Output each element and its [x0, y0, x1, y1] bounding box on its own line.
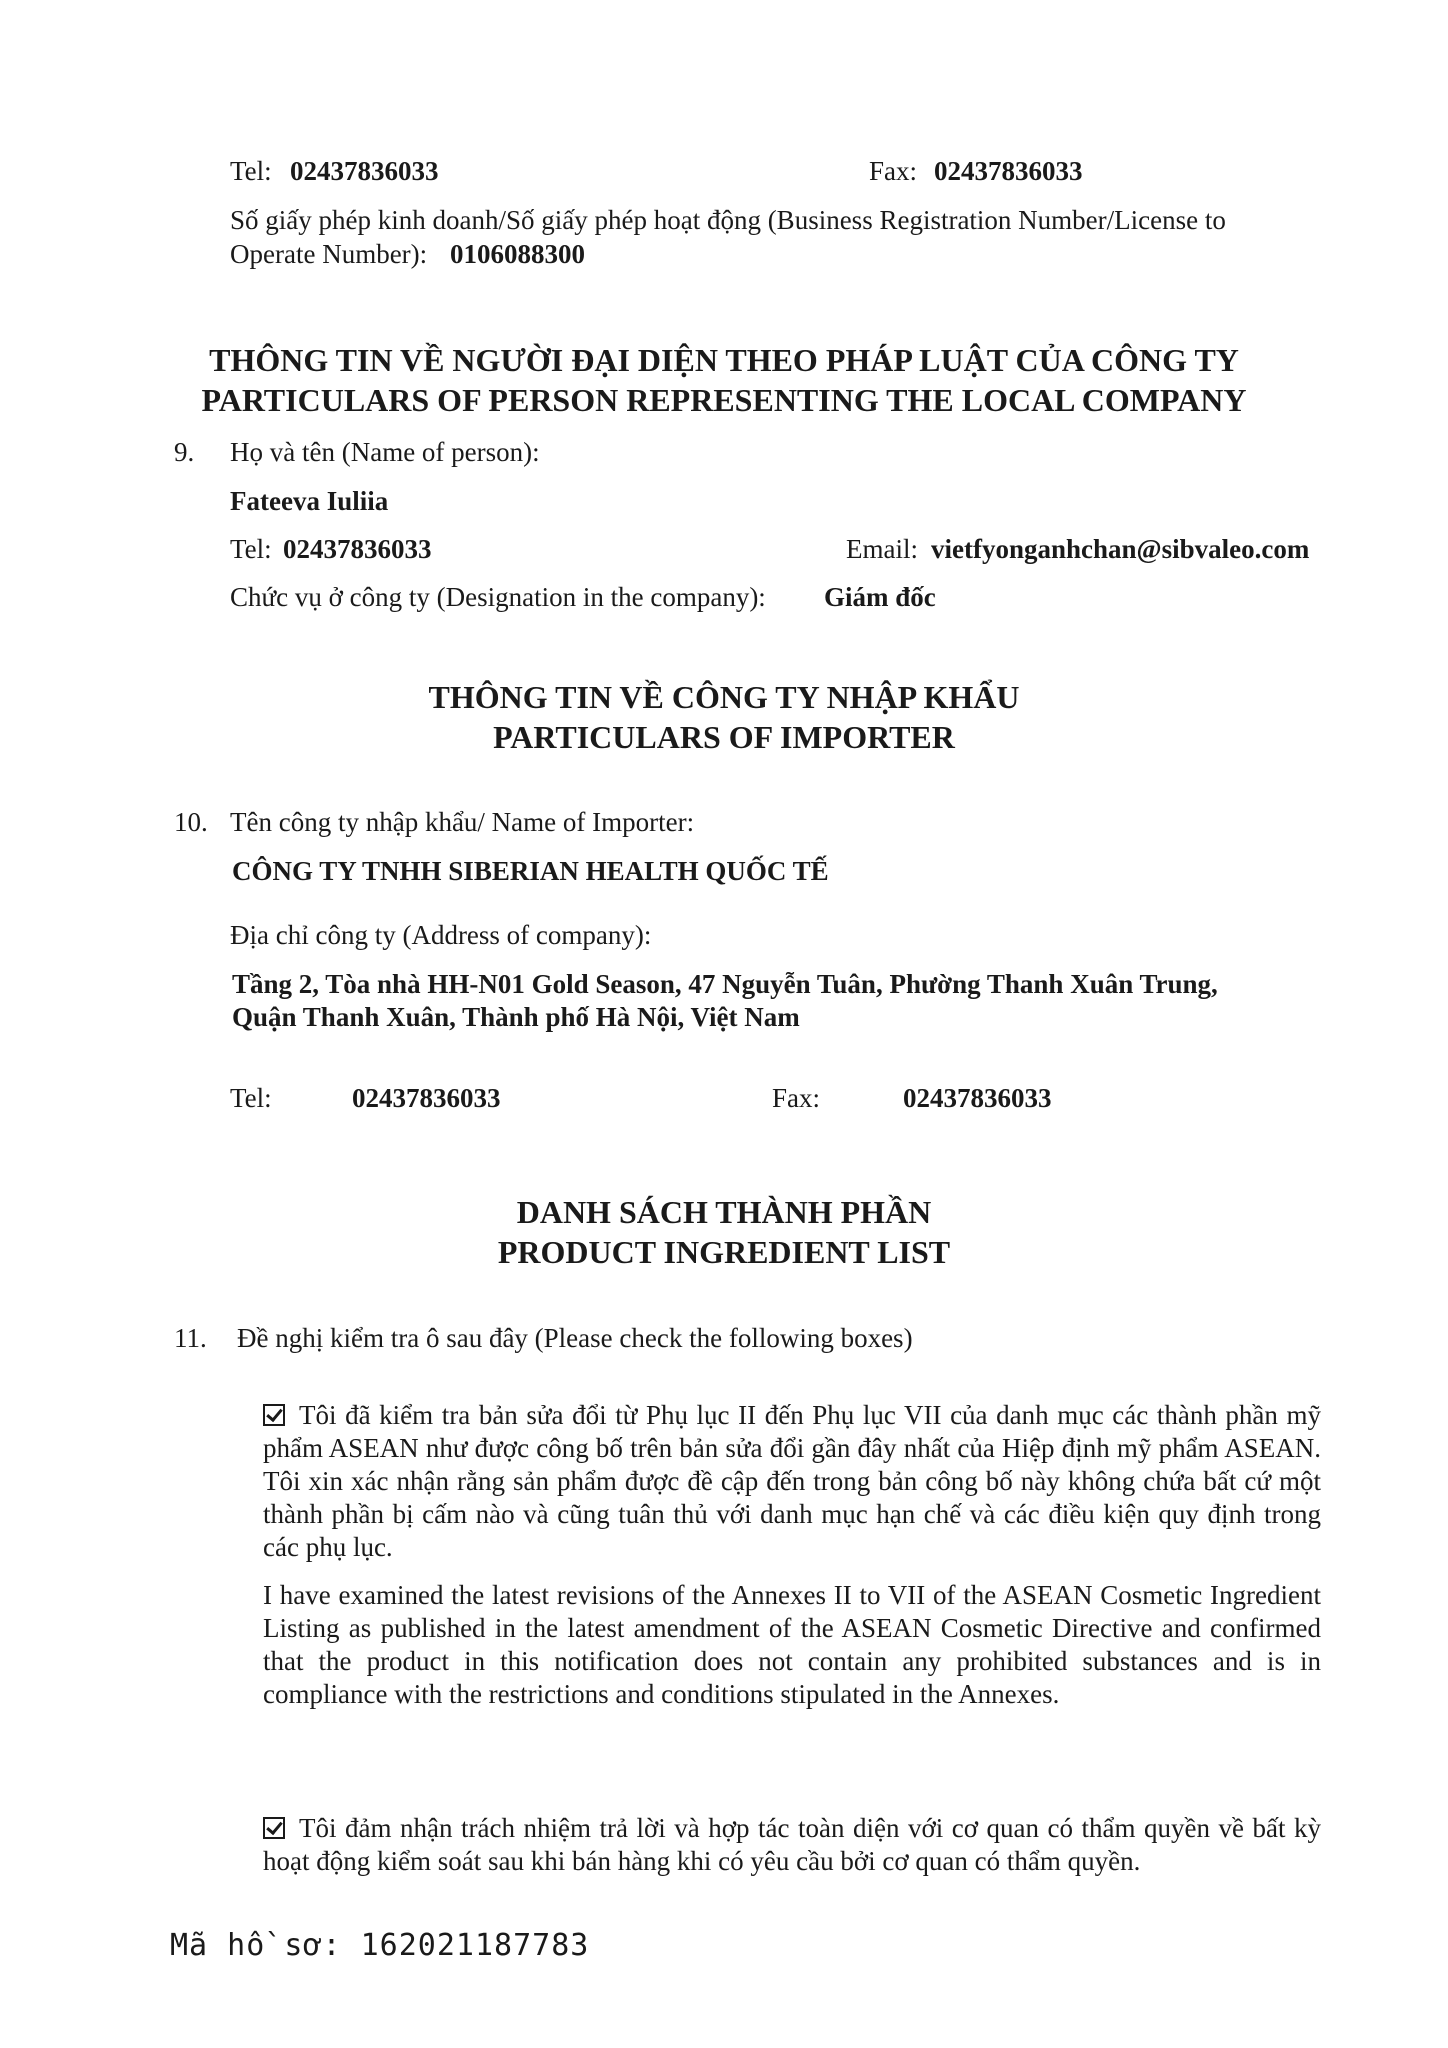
importer-address-label: Địa chỉ công ty (Address of company):	[230, 920, 652, 950]
item-number-11: 11.	[174, 1323, 207, 1353]
rep-designation-label: Chức vụ ở công ty (Designation in the company):	[230, 582, 766, 612]
rep-tel-value: 02437836033	[283, 534, 432, 564]
ingredients-heading-vi: DANH SÁCH THÀNH PHẦN	[516, 1194, 932, 1230]
ingredient-check-2	[263, 1812, 1321, 1878]
company-fax-value: 02437836033	[934, 156, 1083, 186]
rep-name-label: Họ và tên (Name of person):	[230, 437, 540, 467]
item-number-9: 9.	[174, 437, 195, 467]
rep-designation-value: Giám đốc	[824, 582, 936, 612]
check-2-text-vi: Tôi đảm nhận trách nhiệm trả lời và hợp tác toàn diện với cơ quan có thẩm quyền về bất kỳ hoạt động kiểm soát sau khi bán hàng khi có yêu cầu bởi cơ quan có thẩm quyền.	[263, 1813, 1321, 1876]
rep-tel-label: Tel:	[230, 534, 272, 564]
importer-address-line-2: Quận Thanh Xuân, Thành phố Hà Nội, Việt Nam	[232, 1002, 800, 1032]
check-1-checkbox[interactable]	[263, 1404, 285, 1426]
license-label: Operate Number):	[230, 239, 428, 269]
rep-email-value: vietfyonganhchan@sibvaleo.com	[931, 534, 1310, 564]
item-number-10: 10.	[174, 807, 208, 837]
importer-address-line-1: Tầng 2, Tòa nhà HH-N01 Gold Season, 47 Nguyễn Tuân, Phường Thanh Xuân Trung,	[232, 969, 1218, 999]
check-2-checkbox[interactable]	[263, 1817, 285, 1839]
ingredients-heading-en: PRODUCT INGREDIENT LIST	[497, 1234, 951, 1270]
importer-name-label: Tên công ty nhập khẩu/ Name of Importer:	[230, 807, 695, 837]
file-code: Mã hồ sơ: 162021187783	[170, 1928, 590, 1963]
representative-heading-en: PARTICULARS OF PERSON REPRESENTING THE LOCAL COMPANY	[201, 382, 1247, 418]
check-1-text-en: I have examined the latest revisions of the Annexes II to VII of the ASEAN Cosmetic Ingredient Listing as published in the latest amendment of the ASEAN Cosmetic Directive and confirmed that the product in this notification does not contain any prohibited substances and is in compliance with the restrictions and conditions stipulated in the Annexes.	[263, 1580, 1321, 1709]
importer-tel-label: Tel:	[230, 1083, 272, 1113]
rep-name-value: Fateeva Iuliia	[230, 486, 389, 516]
ingredients-instruction: Đề nghị kiểm tra ô sau đây (Please check the following boxes)	[237, 1323, 913, 1353]
company-tel-value: 02437836033	[290, 156, 439, 186]
representative-heading-vi: THÔNG TIN VỀ NGƯỜI ĐẠI DIỆN THEO PHÁP LUẬT CỦA CÔNG TY	[209, 342, 1239, 378]
license-value: 0106088300	[450, 239, 585, 269]
license-line-1: Số giấy phép kinh doanh/Số giấy phép hoạt động (Business Registration Number/License to	[230, 205, 1226, 235]
importer-fax-label: Fax:	[772, 1083, 821, 1113]
ingredient-check-1	[263, 1399, 1321, 1564]
rep-email-label: Email:	[846, 534, 918, 564]
importer-tel-value: 02437836033	[352, 1083, 501, 1113]
company-tel-label: Tel:	[230, 156, 272, 186]
importer-fax-value: 02437836033	[903, 1083, 1052, 1113]
company-fax-label: Fax:	[869, 156, 918, 186]
check-1-text-vi: Tôi đã kiểm tra bản sửa đổi từ Phụ lục II đến Phụ lục VII của danh mục các thành phần mỹ phẩm ASEAN như được công bố trên bản sửa đổi gần đây nhất của Hiệp định mỹ phẩm ASEAN. Tôi xin xác nhận rằng sản phẩm được đề cập đến trong bản công bố này không chứa bất cứ một thành phần bị cấm nào và cũng tuân thủ với danh mục hạn chế và các điều kiện quy định trong các phụ lục.	[263, 1400, 1321, 1562]
importer-name-value: CÔNG TY TNHH SIBERIAN HEALTH QUỐC TẾ	[232, 856, 829, 886]
importer-heading-vi: THÔNG TIN VỀ CÔNG TY NHẬP KHẨU	[428, 679, 1020, 715]
importer-heading-en: PARTICULARS OF IMPORTER	[493, 719, 955, 755]
